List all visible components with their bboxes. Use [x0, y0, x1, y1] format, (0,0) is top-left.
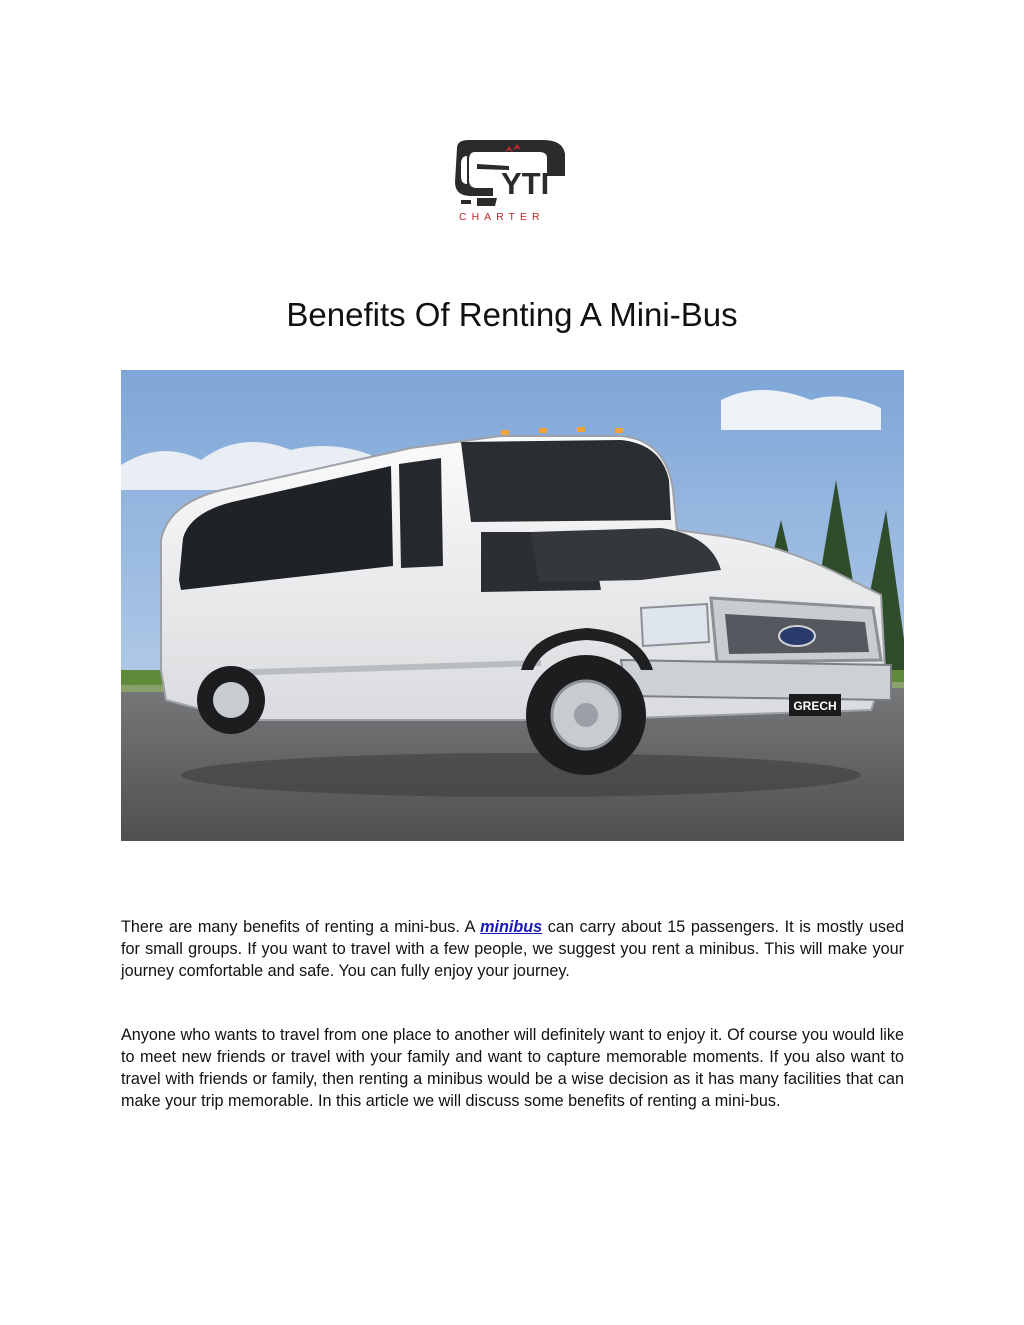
- second-paragraph: Anyone who wants to travel from one place to another will definitely want to enjoy it. Of course you would like to meet new friends or travel with your family and want to capture memorable moments. If you also want to travel with friends or family, then renting a minibus would be a wise decision as it has many facilities that can make your trip memorable. In this article we will discuss some benefits of renting a mini-bus.: [121, 1026, 904, 1110]
- intro-text-end: can carry about 15 passengers. It is mostly used for small groups. If you want to travel with a few people, we suggest you rent a minibus. This will make your journey comfortable and safe. You can fully enjoy your journey.: [121, 918, 904, 980]
- page-title: Benefits Of Renting A Mini-Bus: [286, 296, 738, 333]
- rear-wheel: [197, 666, 265, 734]
- yti-charter-logo: [447, 136, 577, 228]
- intro-paragraph: [121, 916, 904, 982]
- logo-subtitle: CHARTER: [459, 211, 545, 223]
- minibus-link[interactable]: minibus: [480, 918, 543, 936]
- minibus-photo: [121, 370, 904, 841]
- front-wheel: [526, 655, 646, 775]
- intro-text-start: There are many benefits of renting a mini-bus. A: [121, 918, 481, 936]
- logo-name: YTI: [501, 166, 550, 201]
- plate-text: GRECH: [793, 699, 837, 713]
